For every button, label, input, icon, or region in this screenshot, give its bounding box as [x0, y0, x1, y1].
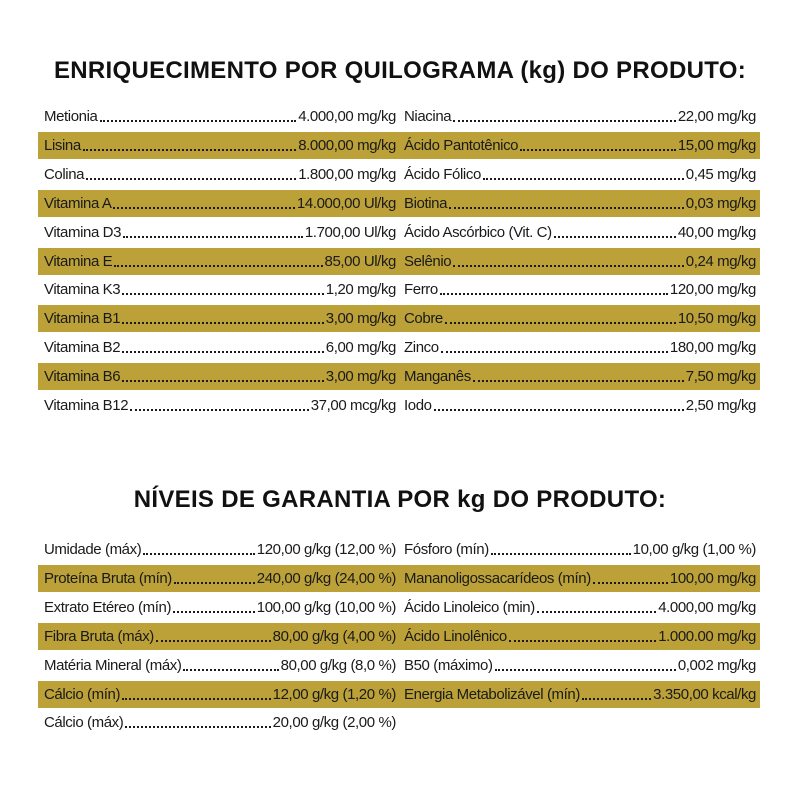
dot-leader [173, 611, 255, 613]
nutrient-entry [404, 219, 756, 246]
nutrient-name: Ácido Ascórbico (Vit. C) [404, 223, 552, 241]
nutrient-value: 180,00 mg/kg [669, 339, 756, 357]
nutrient-name: Cobre [404, 310, 443, 328]
nutrient-name: Vitamina A [44, 194, 112, 212]
dot-leader [183, 669, 278, 671]
nutrient-name: Selênio [404, 252, 452, 270]
nutrient-name: Vitamina B2 [44, 339, 121, 357]
table-row [38, 623, 760, 650]
nutrient-value: 3.350,00 kcal/kg [653, 685, 756, 703]
nutrient-value: 12,00 g/kg (1,20 %) [272, 685, 396, 703]
nutrient-name: Vitamina E [44, 252, 113, 270]
dot-leader [125, 726, 270, 728]
nutrient-value: 8.000,00 mg/kg [298, 136, 396, 154]
nutrient-name: Ácido Pantotênico [404, 136, 519, 154]
nutrient-entry [404, 190, 756, 217]
nutrient-name: Ácido Fólico [404, 165, 481, 183]
table-row [38, 709, 760, 736]
nutrient-value: 20,00 g/kg (2,00 %) [272, 714, 396, 732]
nutrient-name: Biotina [404, 194, 448, 212]
nutrient-entry [44, 623, 396, 650]
nutrient-entry [404, 536, 756, 563]
nutrient-entry [404, 334, 756, 361]
nutrient-value: 0,002 mg/kg [677, 656, 756, 674]
nutrient-value: 4.000,00 mg/kg [658, 598, 756, 616]
nutrient-name: Ferro [404, 281, 438, 299]
nutrient-value: 100,00 g/kg (10,00 %) [256, 598, 396, 616]
dot-leader [174, 582, 255, 584]
nutrient-value: 0,45 mg/kg [685, 165, 756, 183]
table-row [38, 594, 760, 621]
nutrient-value: 7,50 mg/kg [685, 368, 756, 386]
nutrient-name: Colina [44, 165, 85, 183]
table-row [38, 681, 760, 708]
dot-leader [440, 293, 668, 295]
table-row [38, 190, 760, 217]
table-row [38, 305, 760, 332]
nutrient-name: Matéria Mineral (máx) [44, 656, 182, 674]
nutrient-name: Cálcio (máx) [44, 714, 124, 732]
nutrient-value: 240,00 g/kg (24,00 %) [256, 569, 396, 587]
dot-leader [122, 322, 324, 324]
nutrient-value: 0,24 mg/kg [685, 252, 756, 270]
dot-leader [122, 698, 271, 700]
dot-leader [453, 120, 676, 122]
table-row [38, 103, 760, 130]
table-row [38, 219, 760, 246]
nutrient-name: Zinco [404, 339, 439, 357]
nutrient-name: B50 (máximo) [404, 656, 493, 674]
nutrient-value: 10,50 mg/kg [677, 310, 756, 328]
nutrient-entry [44, 565, 396, 592]
table-row [38, 363, 760, 390]
nutrient-entry [44, 103, 396, 130]
nutrient-entry [44, 681, 396, 708]
table-row [38, 248, 760, 275]
dot-leader [100, 120, 297, 122]
nutrient-value: 15,00 mg/kg [677, 136, 756, 154]
nutrient-name: Proteína Bruta (mín) [44, 569, 172, 587]
nutrient-value: 80,00 g/kg (4,00 %) [272, 627, 396, 645]
dot-leader [554, 236, 676, 238]
table-row [38, 392, 760, 419]
dot-leader [473, 380, 684, 382]
nutrient-name: Ácido Linolênico [404, 627, 507, 645]
dot-leader [582, 698, 651, 700]
nutrient-entry [404, 594, 756, 621]
dot-leader [83, 149, 296, 151]
nutrient-entry [44, 594, 396, 621]
dot-leader [449, 207, 684, 209]
nutrient-entry [404, 652, 756, 679]
nutrient-value: 22,00 mg/kg [677, 108, 756, 125]
nutrient-name: Fósforo (mín) [404, 541, 489, 558]
dot-leader [495, 669, 676, 671]
nutrient-value: 3,00 mg/kg [325, 368, 396, 386]
nutrient-name: Vitamina K3 [44, 281, 121, 299]
nutrient-entry [44, 334, 396, 361]
nutrient-name: Niacina [404, 108, 452, 125]
dot-leader [509, 640, 656, 642]
nutrient-entry [404, 392, 756, 419]
nutrient-entry [404, 681, 756, 708]
nutrient-value: 1.700,00 Ul/kg [304, 223, 396, 241]
dot-leader [122, 380, 324, 382]
nutrient-value: 0,03 mg/kg [685, 194, 756, 212]
nutrient-value: 1.000.00 mg/kg [658, 627, 756, 645]
nutrient-value: 6,00 mg/kg [325, 339, 396, 357]
nutrient-name: Manganês [404, 368, 471, 386]
nutrient-entry [404, 565, 756, 592]
nutrient-name: Ácido Linoleico (min) [404, 598, 535, 616]
nutrient-entry [44, 363, 396, 390]
enrichment-heading: ENRIQUECIMENTO POR QUILOGRAMA (kg) DO PRODUTO: [53, 57, 747, 84]
table-row [38, 132, 760, 159]
nutrient-name: Vitamina B1 [44, 310, 121, 328]
nutrient-name: Iodo [404, 397, 432, 414]
nutrient-entry [44, 392, 396, 419]
dot-leader [114, 265, 322, 267]
dot-leader [143, 553, 254, 555]
dot-leader [156, 640, 271, 642]
dot-leader [491, 553, 631, 555]
nutrient-entry [44, 190, 396, 217]
table-row [38, 565, 760, 592]
nutrient-entry [404, 103, 756, 130]
nutrient-name: Vitamina B6 [44, 368, 121, 386]
nutrient-value: 37,00 mcg/kg [310, 397, 396, 414]
dot-leader [520, 149, 676, 151]
dot-leader [86, 178, 296, 180]
nutrient-name: Lisina [44, 136, 81, 154]
table-row [38, 536, 760, 563]
nutrient-value: 1.800,00 mg/kg [298, 165, 396, 183]
nutrient-value: 2,50 mg/kg [685, 397, 756, 414]
nutrient-value: 1,20 mg/kg [325, 281, 396, 299]
nutrient-entry [44, 276, 396, 303]
nutrient-name: Mananoligossacarídeos (mín) [404, 569, 591, 587]
nutrient-value: 10,00 g/kg (1,00 %) [632, 541, 756, 558]
dot-leader [593, 582, 668, 584]
nutrient-value: 80,00 g/kg (8,0 %) [280, 656, 396, 674]
nutrient-value: 120,00 g/kg (12,00 %) [256, 541, 396, 558]
table-row [38, 334, 760, 361]
dot-leader [441, 351, 668, 353]
nutrient-entry [44, 536, 396, 563]
nutrient-entry [404, 276, 756, 303]
nutrient-value: 40,00 mg/kg [677, 223, 756, 241]
dot-leader [537, 611, 656, 613]
dot-leader [434, 409, 684, 411]
nutrient-value: 120,00 mg/kg [669, 281, 756, 299]
dot-leader [130, 409, 309, 411]
dot-leader [123, 236, 303, 238]
nutrient-name: Cálcio (mín) [44, 685, 121, 703]
table-row [38, 276, 760, 303]
nutrient-entry [404, 363, 756, 390]
dot-leader [445, 322, 676, 324]
dot-leader [122, 351, 324, 353]
nutrient-name: Metionia [44, 108, 98, 125]
dot-leader [483, 178, 684, 180]
nutrient-entry [404, 248, 756, 275]
nutrient-name: Umidade (máx) [44, 541, 142, 558]
nutrient-entry [404, 161, 756, 188]
dot-leader [113, 207, 294, 209]
nutrient-name: Energia Metabolizável (mín) [404, 685, 580, 703]
nutrient-entry [44, 652, 396, 679]
nutrient-entry [44, 248, 396, 275]
nutrient-name: Vitamina B12 [44, 397, 129, 414]
nutrient-value: 14.000,00 Ul/kg [296, 194, 396, 212]
nutrient-value: 85,00 Ul/kg [324, 252, 396, 270]
nutrient-value: 3,00 mg/kg [325, 310, 396, 328]
dot-leader [122, 293, 324, 295]
nutrient-entry [404, 623, 756, 650]
nutrient-entry [44, 132, 396, 159]
nutrient-entry [44, 161, 396, 188]
nutrient-entry [404, 132, 756, 159]
nutrient-entry [44, 709, 396, 736]
nutrient-value: 4.000,00 mg/kg [298, 108, 396, 125]
nutrient-name: Vitamina D3 [44, 223, 122, 241]
table-row [38, 652, 760, 679]
nutrient-value: 100,00 mg/kg [669, 569, 756, 587]
nutrient-name: Fibra Bruta (máx) [44, 627, 154, 645]
nutrient-entry [44, 219, 396, 246]
guarantee-heading: NÍVEIS DE GARANTIA POR kg DO PRODUTO: [133, 486, 667, 513]
table-row [38, 161, 760, 188]
nutrient-entry [404, 305, 756, 332]
nutrient-entry [44, 305, 396, 332]
dot-leader [453, 265, 684, 267]
nutrient-name: Extrato Etéreo (mín) [44, 598, 172, 616]
